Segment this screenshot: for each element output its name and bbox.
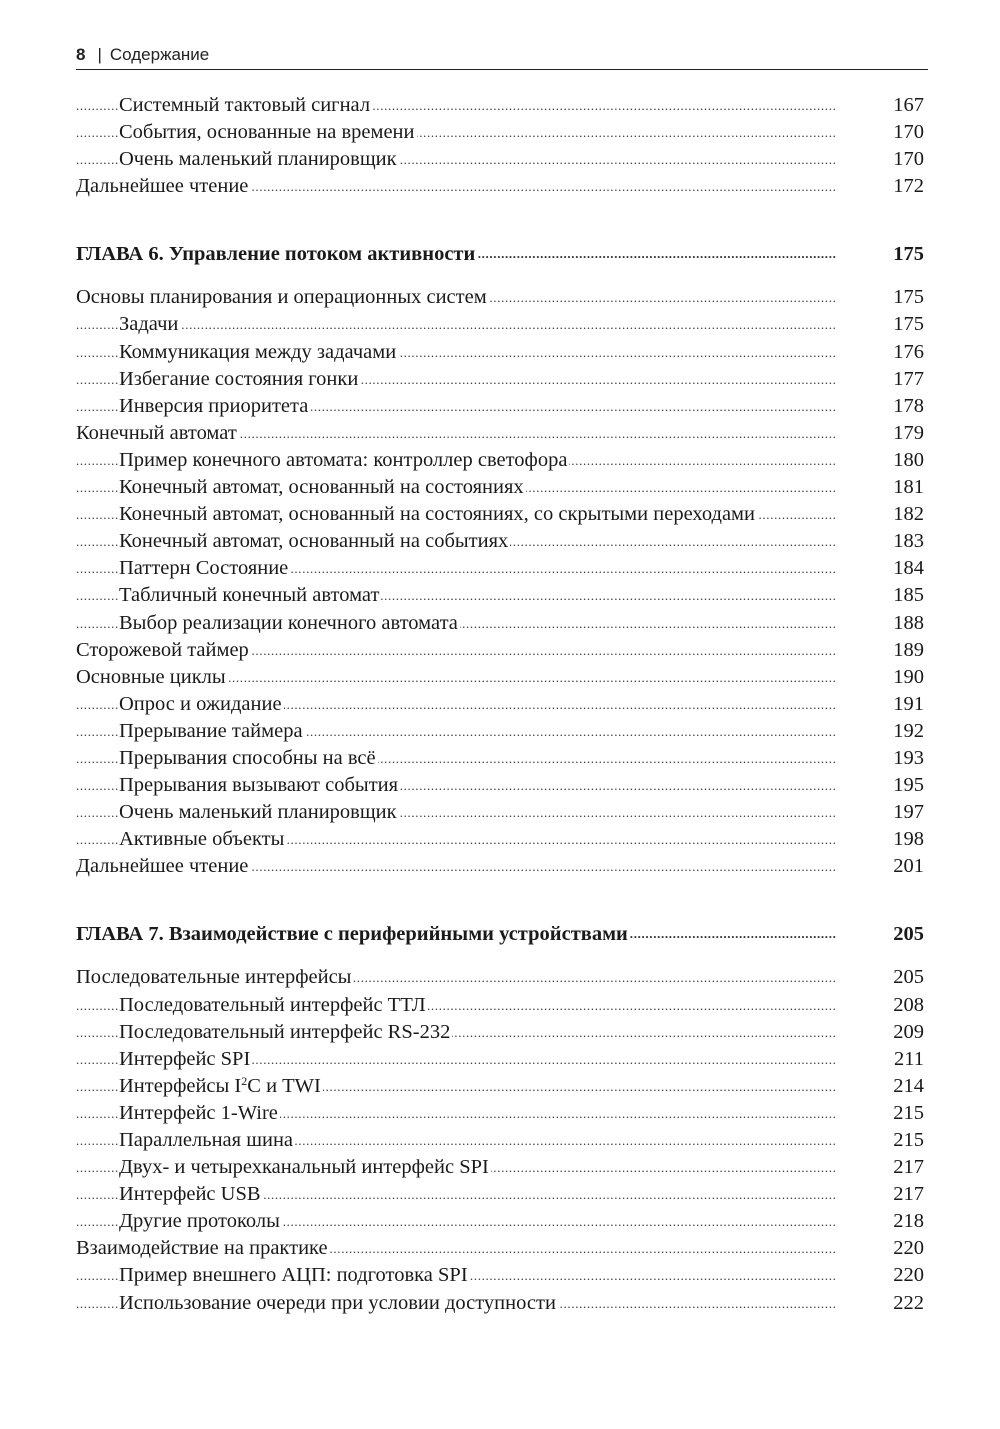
toc-entry-page: 188 [890,610,924,637]
toc-entry-title: Конечный автомат, основанный на состояниях, со скрытыми переходами [119,503,756,526]
toc-entry-page: 193 [890,745,924,772]
toc-entry-title: Основные циклы [76,665,226,688]
toc-entry-title: Коммуникация между задачами [119,340,397,363]
toc-entry-page: 222 [890,1290,924,1317]
toc-chapter-7[interactable] [76,919,924,949]
toc-entry-title: Прерывания способны на всё [119,746,376,769]
toc-entry[interactable] [76,474,924,501]
toc-chapter-6[interactable] [76,239,924,269]
toc-entry-page: 176 [890,339,924,366]
toc-entry[interactable] [76,1181,924,1208]
toc-entry-page: 177 [890,366,924,393]
toc-entry[interactable] [76,1262,924,1289]
toc-entry[interactable] [76,992,924,1019]
toc-entry[interactable] [76,745,924,772]
toc-entry-title: Интерфейс USB [119,1183,261,1206]
toc-entry[interactable] [76,1127,924,1154]
toc-entry-page: 198 [890,826,924,853]
title-prefix: Интерфейсы I [119,1074,242,1097]
toc-entry[interactable] [76,447,924,474]
toc-entry[interactable] [76,1235,924,1262]
toc-entry-page: 178 [890,393,924,420]
toc-entry-title: Последовательные интерфейсы [76,966,352,989]
toc-entry-title: Очень маленький планировщик [119,801,397,824]
toc-entry-page: 182 [890,501,924,528]
toc-entry-page: 215 [890,1100,924,1127]
toc-entry-page: 215 [890,1127,924,1154]
toc-entry[interactable] [76,664,924,691]
toc-entry-page: 181 [890,474,924,501]
toc-entry-title: Использование очереди при условии доступности [119,1291,556,1314]
toc-entry-page: 192 [890,718,924,745]
toc-entry[interactable] [76,119,924,146]
toc-entry-title: Дальнейшее чтение [76,175,249,198]
toc-entry[interactable] [76,393,924,420]
toc-entry[interactable] [76,718,924,745]
toc-entry[interactable] [76,92,924,119]
toc-entry-page: 191 [890,691,924,718]
toc-entry[interactable] [76,555,924,582]
toc-entry-page: 201 [890,853,924,880]
toc-entry-page: 175 [890,284,924,311]
toc-entry[interactable] [76,501,924,528]
toc-entry-page: 179 [890,420,924,447]
toc-entry[interactable] [76,1019,924,1046]
toc-entry-title [119,1075,323,1097]
toc-entry-title: Конечный автомат, основанный на состояниях [119,476,524,499]
title-suffix: C и TWI [247,1074,321,1097]
chapter-page: 175 [890,239,924,269]
toc-entry-page: 175 [890,311,924,338]
toc-entry[interactable] [76,772,924,799]
toc-entry-page: 185 [890,582,924,609]
toc-entry-title: Основы планирования и операционных систем [76,286,487,309]
toc-entry-title: Системный тактовый сигнал [119,94,371,116]
toc-entry-page: 208 [890,992,924,1019]
toc-entry-title: Интерфейс 1-Wire [119,1101,278,1124]
toc-entry-page: 211 [891,1046,924,1073]
toc-entry-page: 170 [890,119,924,146]
toc-entry-title: Другие протоколы [119,1210,280,1233]
header-section-title: Содержание [109,45,210,64]
toc-entry[interactable] [76,284,924,311]
toc-entry-title: Последовательный интерфейс RS-232 [119,1020,451,1043]
toc-entry-page: 214 [890,1073,924,1100]
toc-entry-title: Инверсия приоритета [119,394,309,417]
chapter-title: ГЛАВА 7. Взаимодействие с периферийными устройствами [76,923,628,946]
chapter-title: ГЛАВА 6. Управление потоком активности [76,243,476,266]
toc-entry-title: Конечный автомат, основанный на событиях [119,530,509,553]
toc-entry-page: 205 [890,964,924,991]
toc-entry-title: Табличный конечный автомат [119,584,380,607]
toc-entry[interactable] [76,610,924,637]
table-of-contents [76,92,924,1317]
toc-entry[interactable] [76,339,924,366]
toc-entry[interactable] [76,311,924,338]
running-header [76,45,928,70]
chapter-page: 205 [890,919,924,949]
toc-entry-title: Очень маленький планировщик [119,148,397,171]
toc-entry-page: 209 [890,1019,924,1046]
toc-entry[interactable] [76,1290,924,1317]
toc-entry-page: 170 [890,146,924,173]
toc-entry[interactable] [76,1046,924,1073]
toc-entry-page: 183 [890,528,924,555]
toc-entry[interactable] [76,1100,924,1127]
toc-entry-title: Прерывания вызывают события [119,774,399,797]
toc-entry[interactable] [76,528,924,555]
toc-entry-page: 172 [890,173,924,200]
toc-entry[interactable] [76,691,924,718]
toc-entry-title: Сторожевой таймер [76,638,249,661]
toc-entry-title: Двух- и четырехканальный интерфейс SPI [119,1156,489,1179]
toc-entry-title: Последовательный интерфейс ТТЛ [119,993,426,1016]
toc-entry-title: Опрос и ожидание [119,692,282,715]
toc-entry-title: Пример конечного автомата: контроллер светофора [119,448,568,471]
toc-entry-page: 197 [890,799,924,826]
toc-entry[interactable] [76,637,924,664]
toc-entry-title: События, основанные на времени [119,121,415,144]
toc-entry-page: 189 [890,637,924,664]
toc-entry-page: 195 [890,772,924,799]
toc-entry[interactable] [76,826,924,853]
toc-entry-page: 184 [890,555,924,582]
toc-entry[interactable] [76,964,924,991]
toc-entry[interactable] [76,853,924,880]
toc-entry-page: 220 [890,1235,924,1262]
header-separator: | [97,45,102,64]
toc-entry-title: Пример внешнего АЦП: подготовка SPI [119,1264,468,1287]
toc-entry-page: 190 [890,664,924,691]
toc-entry[interactable] [76,1208,924,1235]
toc-entry-title: Конечный автомат [76,421,237,444]
toc-entry-page: 167 [890,92,924,119]
toc-entry-page: 220 [890,1262,924,1289]
toc-entry[interactable] [76,799,924,826]
toc-entry-title: Избегание состояния гонки [119,367,359,390]
toc-entry-title: Дальнейшее чтение [76,855,249,878]
toc-entry-page: 217 [890,1181,924,1208]
toc-entry[interactable] [76,366,924,393]
toc-entry-title: Прерывание таймера [119,719,303,742]
page-number: 8 [76,45,86,64]
toc-entry[interactable] [76,582,924,609]
toc-entry[interactable] [76,420,924,447]
toc-entry[interactable] [76,1073,924,1100]
toc-entry-title: Паттерн Состояние [119,557,289,580]
toc-entry-page: 217 [890,1154,924,1181]
toc-entry-title: Взаимодействие на практике [76,1237,328,1260]
toc-entry-page: 180 [890,447,924,474]
toc-entry-title: Выбор реализации конечного автомата [119,611,458,634]
toc-entry-title: Задачи [119,313,179,336]
toc-entry[interactable] [76,146,924,173]
toc-entry-title: Интерфейс SPI [119,1047,251,1070]
toc-entry-title: Параллельная шина [119,1129,294,1151]
toc-entry-title: Активные объекты [119,828,285,851]
toc-entry[interactable] [76,1154,924,1181]
toc-entry[interactable] [76,173,924,200]
toc-entry-page: 218 [890,1208,924,1235]
title-superscript: 2 [241,1073,248,1088]
